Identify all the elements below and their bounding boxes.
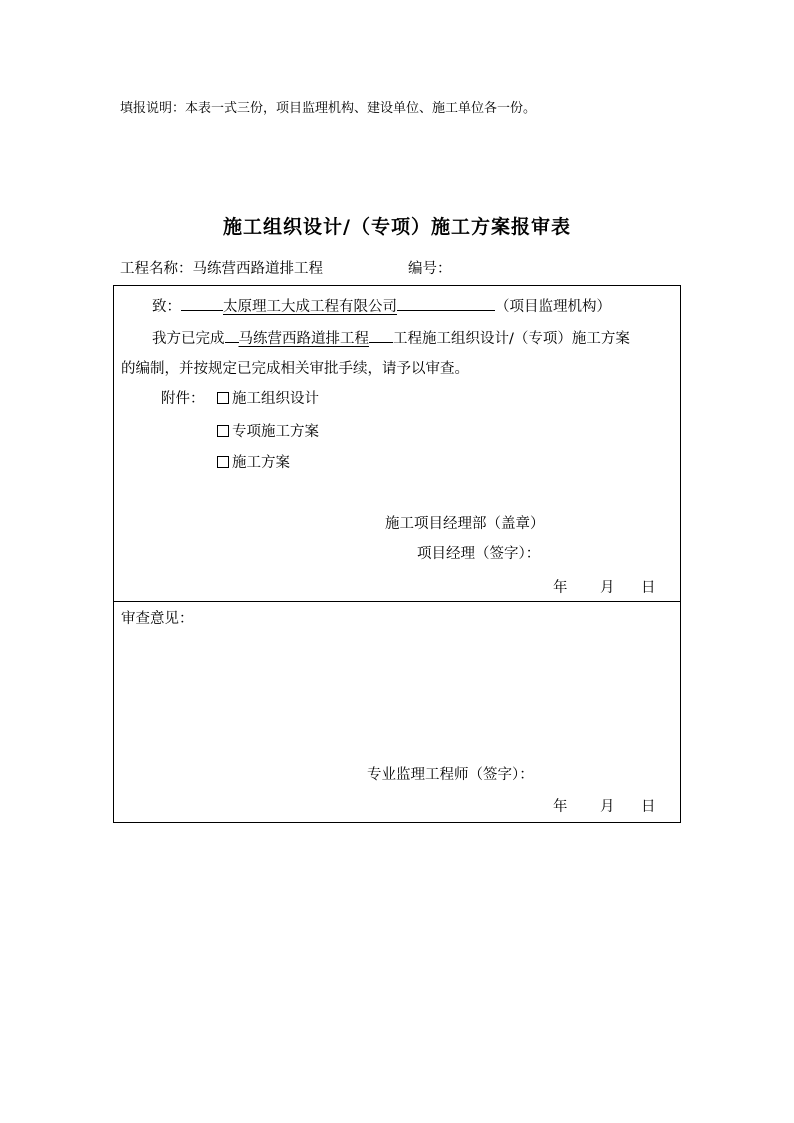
project-name-field: 工程名称：马练营西路道排工程 (120, 261, 323, 277)
addressee-prefix: 致： (152, 299, 181, 315)
date-day: 日 (641, 799, 656, 815)
date-month: 月 (600, 580, 615, 596)
review-opinion-label: 审查意见： (121, 611, 194, 627)
addressee-name: 太原理工大成工程有限公司 (223, 299, 397, 315)
addressee-suffix: （项目监理机构） (495, 299, 611, 315)
checkbox-icon[interactable] (217, 425, 229, 437)
submission-section (114, 286, 680, 602)
statement-part1: 我方已完成 (152, 331, 225, 347)
form-title: 施工组织设计/（专项）施工方案报审表 (223, 216, 571, 238)
form-number-label: 编号： (408, 261, 452, 277)
review-section (114, 602, 680, 822)
addressee-line (152, 295, 611, 316)
attachment-item-label: 专项施工方案 (232, 424, 319, 440)
date-day: 日 (641, 580, 656, 596)
filling-instructions: 填报说明：本表一式三份，项目监理机构、建设单位、施工单位各一份。 (120, 101, 537, 116)
date-year: 年 (553, 799, 568, 815)
attachments-label: 附件： (161, 391, 205, 407)
statement-line-2: 的编制，并按规定已完成相关审批手续，请予以审查。 (121, 361, 469, 377)
date-year: 年 (553, 580, 568, 596)
statement-project: 马练营西路道排工程 (238, 331, 369, 347)
attachment-item[interactable] (217, 420, 319, 441)
project-manager-signature: 项目经理（签字）： (417, 546, 541, 562)
checkbox-icon[interactable] (217, 456, 229, 468)
statement-line-1 (152, 327, 630, 348)
date-month: 月 (600, 799, 615, 815)
attachment-item[interactable] (217, 451, 290, 472)
checkbox-icon[interactable] (217, 392, 229, 404)
contractor-dept-seal: 施工项目经理部（盖章） (385, 516, 545, 532)
attachment-item[interactable] (217, 387, 319, 408)
statement-part2: 工程施工组织设计/（专项）施工方案 (393, 331, 630, 347)
attachment-item-label: 施工方案 (232, 455, 290, 471)
approval-form-table (113, 285, 681, 823)
supervising-engineer-signature: 专业监理工程师（签字）： (367, 767, 534, 783)
attachment-item-label: 施工组织设计 (232, 391, 319, 407)
